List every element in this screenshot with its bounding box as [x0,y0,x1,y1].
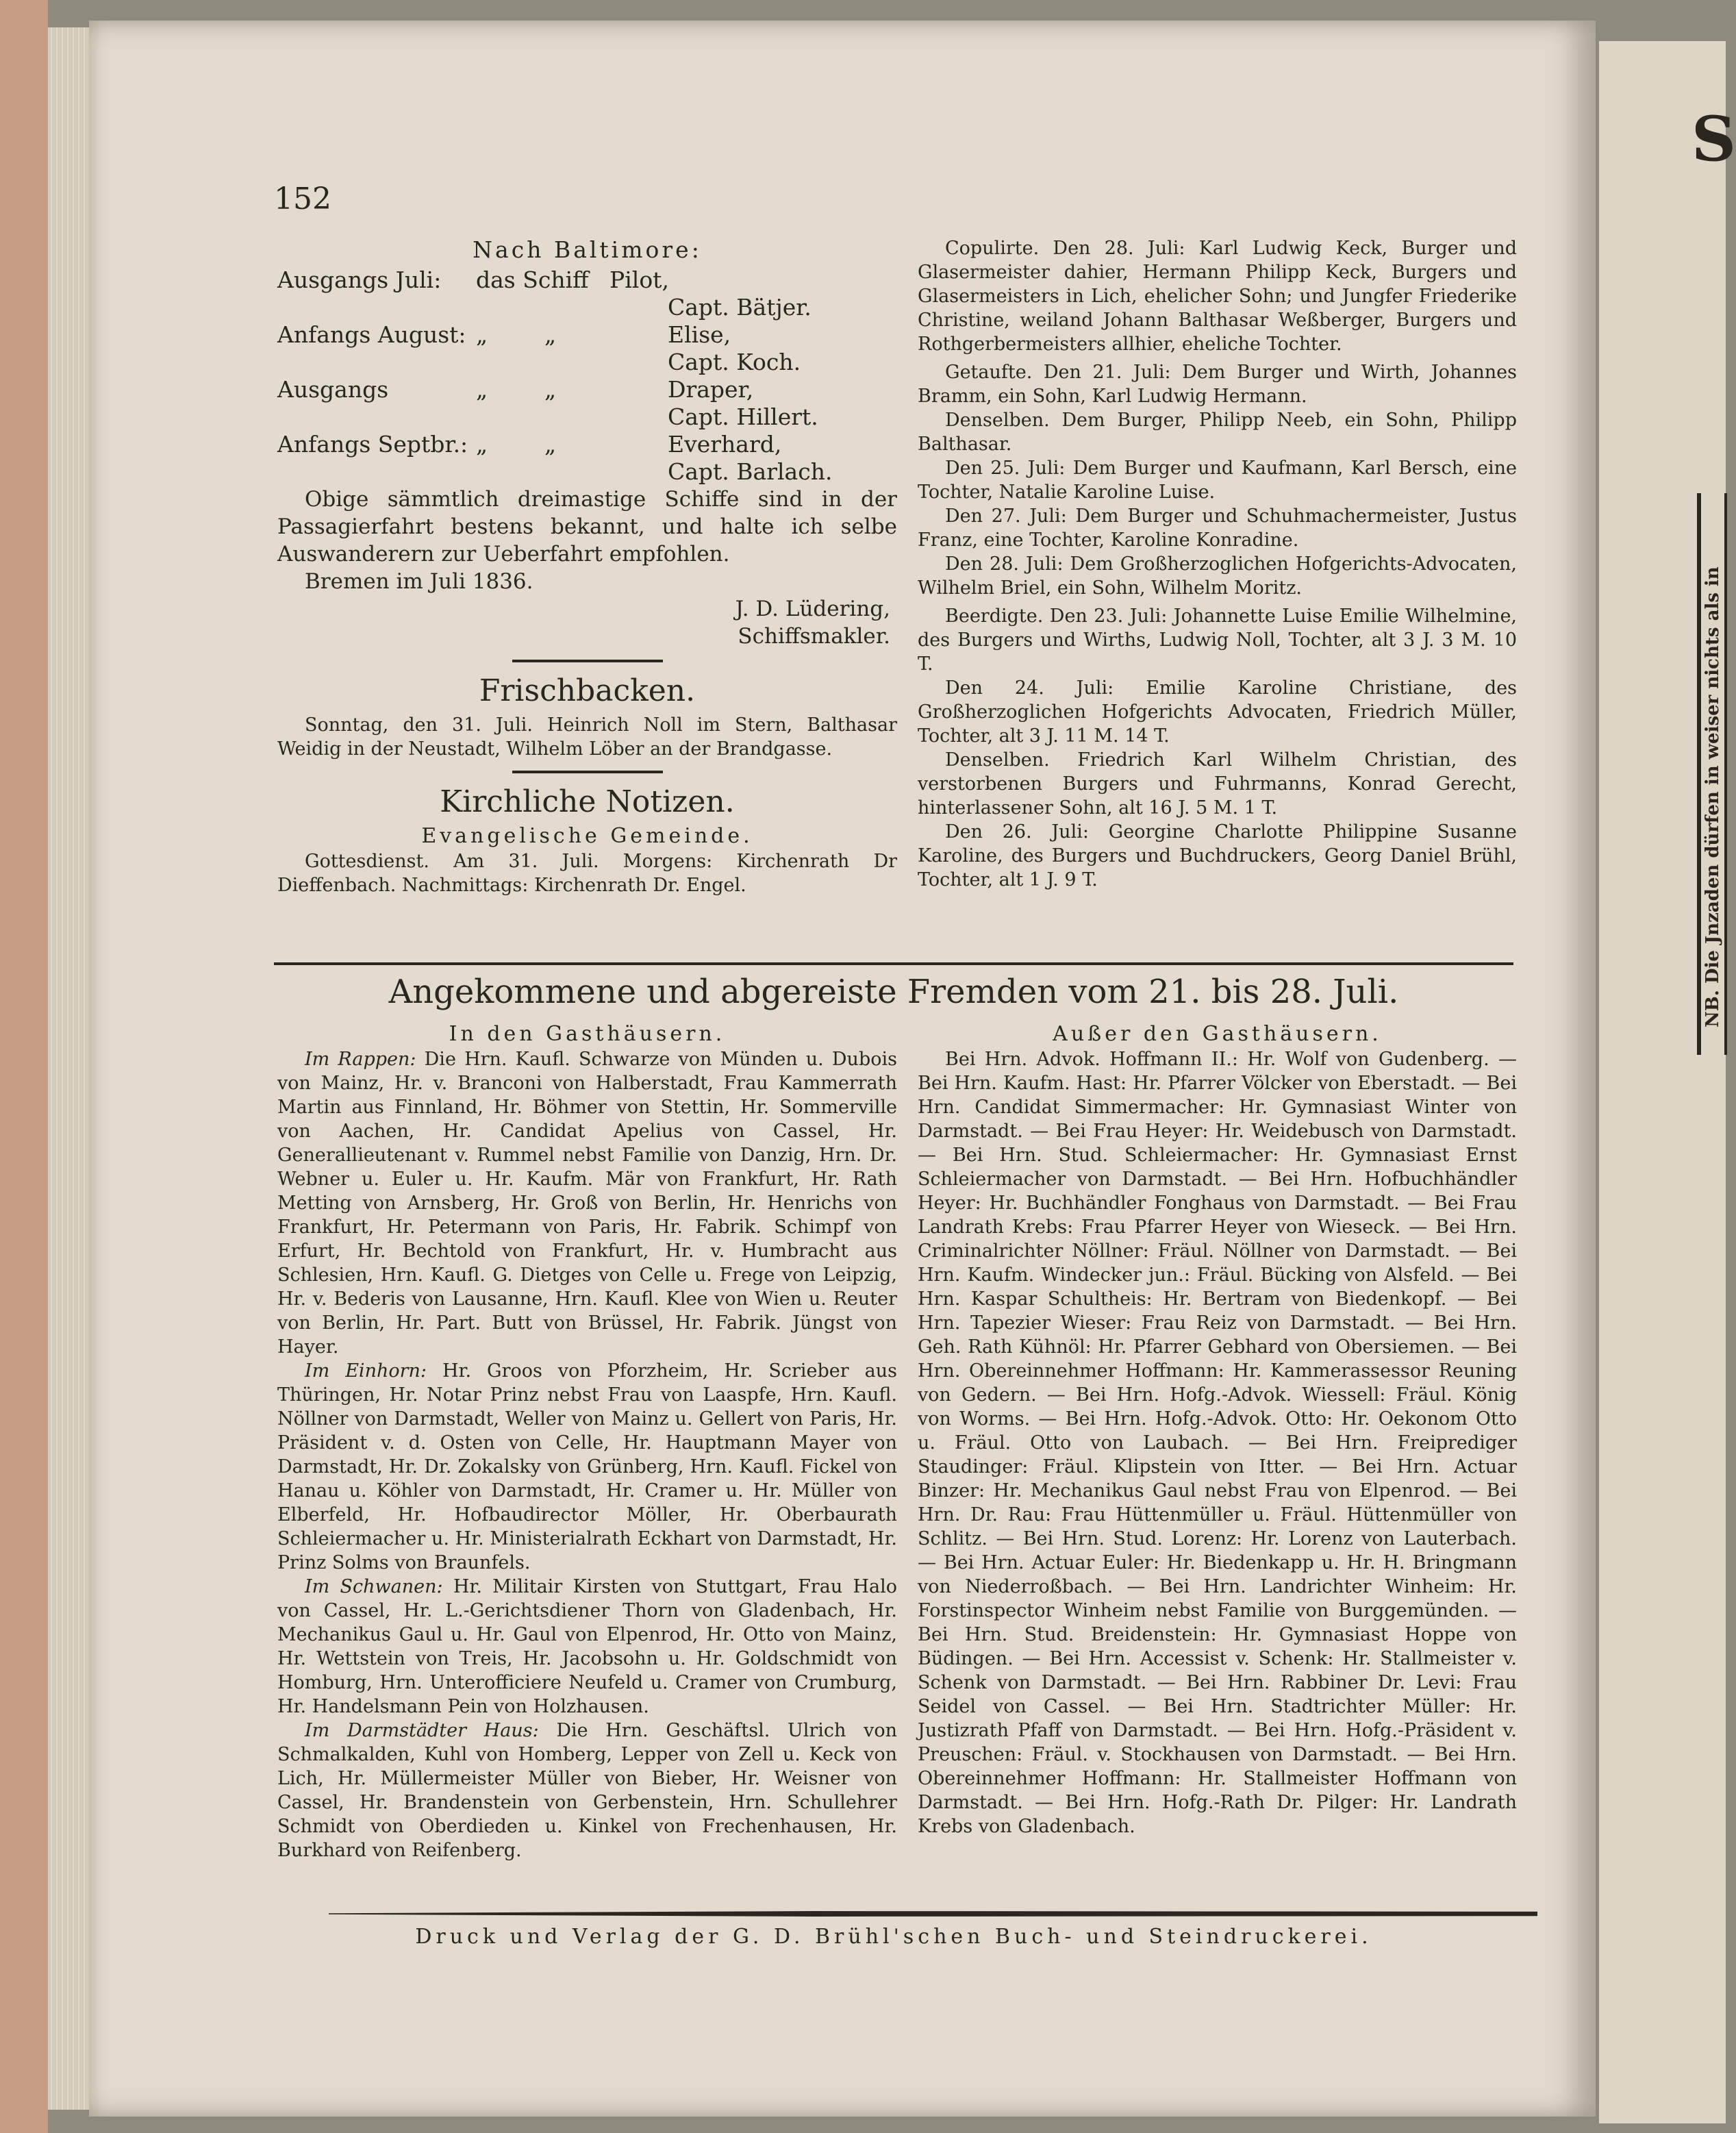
gasthaus-name: Im Einhorn: [305,1360,427,1382]
register-entry: Beerdigte. Den 23. Juli: Johannette Luise Emilie Wilhelmine, des Burgers und Wirths, Ludwig Noll, Tochter, alt 3 J. 3 M. 10 T. [918,606,1517,675]
ship-mark: „ [544,321,557,348]
register-entry: Den 24. Juli: Emilie Karoline Christiane, des Großherzoglichen Hofgerichts Advocaten, Friedrich Müller, Tochter, alt 3 J. 11 M. 14 T. [918,677,1517,747]
frischbacken-text: Sonntag, den 31. Juli. Heinrich Noll im Stern, Balthasar Weidig in der Neustadt, Wilhelm Löber an der Brandgasse. [277,714,897,760]
page-number: 152 [274,182,331,216]
gasthaus-name: Im Schwanen: [305,1576,443,1597]
ship-mark: „ [544,376,557,403]
register-entry: Denselben. Dem Burger, Philipp Neeb, ein Sohn, Philipp Balthasar. [918,410,1517,455]
ship-row [277,376,897,431]
facing-page-letter: S [1691,103,1736,175]
section-divider [512,660,663,662]
fremden-left-column [277,1021,897,1862]
ship-heading: Nach Baltimore: [473,236,702,263]
ship-name: Pilot, [609,266,669,293]
frischbacken-title: Frischbacken. [479,673,696,708]
right-column-top [918,236,1517,892]
fremden-right-heading: Außer den Gasthäusern. [1053,1022,1382,1046]
ship-date: Anfangs Septbr.: [277,431,468,458]
gasthaus-name: Im Darmstädter Haus: [305,1720,539,1741]
ship-name: Elise, [668,321,731,348]
ship-signature-title: Schiffsmakler. [738,624,890,649]
fremden-left-heading: In den Gasthäusern. [449,1022,726,1046]
ship-mark: „ [476,431,488,458]
ship-date: Anfangs August: [277,321,466,348]
gasthaus-guests: Die Hrn. Kaufl. Schwarze von Münden u. Dubois von Mainz, Hr. v. Branconi von Halberstadt, Frau Kammerrath Martin aus Finnland, Hr. Böhmer von Stettin, Hr. Sommerville von Aachen, Hr. Candidat Apelius von Cassel, Hr. Generallieutenant v. Rummel nebst Familie von Danzig, Hrn. Dr. Webner u. Euler u. Hr. Kaufm. Mär von Frankfurt, Hr. Rath Metting von Arnsberg, Hr. Groß von Berlin, Hr. Henrichs von Frankfurt, Hr. Petermann von Paris, Hr. Fabrik. Schimpf von Erfurt, Hr. Bechtold von Frankfurt, Hr. v. Humbracht aus Schlesien, Hrn. Kaufl. G. Dietges von Celle u. Frege von Leipzig, Hr. v. Bederis von Lausanne, Hrn. Kaufl. Klee von Wien u. Reuter von Berlin, Hr. Part. Butt von Brüssel, Hr. Fabrik. Jüngst von Hayer. [277,1049,897,1358]
facing-page-side-text: NB. Die Jnzaden dürfen in weiser nichts als in [1702,566,1723,1027]
gasthaus-name: Im Rappen: [305,1049,416,1070]
gasthaus-entry [277,1047,897,1359]
gasthaus-guests: Die Hrn. Geschäftsl. Ulrich von Schmalkalden, Kuhl von Homberg, Lepper von Zell u. Keck von Lich, Hr. Müllermeister Müller von Bieber, Hr. Weisner von Cassel, Hr. Brandenstein von Gerbenstein, Hrn. Schullehrer Schmidt von Oberdieden u. Kinkel von Frechenhausen, Hr. Burkhard von Reifenberg. [277,1720,897,1861]
register-entry: Getaufte. Den 21. Juli: Dem Burger und Wirth, Johannes Bramm, ein Sohn, Karl Ludwig Hermann. [918,362,1517,407]
section-divider [512,771,663,773]
ship-row [277,321,897,376]
ship-name: Everhard, [668,431,782,458]
ship-mark: das Schiff [476,266,589,293]
ship-captain: Capt. Barlach. [668,458,833,485]
kirche-text: Gottesdienst. Am 31. Juli. Morgens: Kirchenrath Dr Dieffenbach. Nachmittags: Kirchenrath Dr. Engel. [277,851,897,896]
register-entry: Denselben. Friedrich Karl Wilhelm Christian, des verstorbenen Burgers und Fuhrmanns, Konrad Gerecht, hinterlassener Sohn, alt 16 J. 5 M. 1 T. [918,749,1517,819]
kirche-title: Kirchliche Notizen. [440,784,735,819]
ship-row [277,266,897,321]
ship-date: Ausgangs Juli: [277,266,442,293]
register-entry: Den 27. Juli: Dem Burger und Schuhmachermeister, Justus Franz, eine Tochter, Karoline Konradine. [918,506,1517,551]
ship-mark: „ [476,376,488,403]
ship-captain: Capt. Hillert. [668,403,818,430]
register-entry: Den 28. Juli: Dem Großherzoglichen Hofgerichts-Advocaten, Wilhelm Briel, ein Sohn, Wilhelm Moritz. [918,553,1517,599]
gasthaus-guests: Hr. Militair Kirsten von Stuttgart, Frau Halo von Cassel, Hr. L.-Gerichtsdiener Thorn von Gladenbach, Hr. Mechanikus Gaul u. Hr. Gaul von Elpenrod, Hr. Otto von Mainz, Hr. Wettstein von Treis, Hr. Jacobsohn u. Hr. Goldschmidt von Homburg, Hrn. Unterofficiere Neufeld u. Cramer von Crumburg, Hr. Handelsmann Pein von Holzhausen. [277,1576,897,1717]
register-entry: Den 25. Juli: Dem Burger und Kaufmann, Karl Bersch, eine Tochter, Natalie Karoline Luise. [918,458,1517,503]
gasthaus-entry [277,1359,897,1575]
ship-place-date: Bremen im Juli 1836. [305,569,533,594]
ship-signature-name: J. D. Lüdering, [735,597,890,621]
private-guests-text: Bei Hrn. Advok. Hoffmann II.: Hr. Wolf von Gudenberg. — Bei Hrn. Kaufm. Hast: Hr. Pfarrer Völcker von Eberstadt. — Bei Hrn. Candidat Simmermacher: Hr. Gymnasiast Winter von Darmstadt. — Bei Frau Heyer: Hr. Weidebusch von Darmstadt. — Bei Hrn. Stud. Schleiermacher: Hr. Gymnasiast Ernst Schleiermacher von Darmstadt. — Bei Hrn. Hofbuchhändler Heyer: Hr. Buchhändler Fonghaus von Darmstadt. — Bei Frau Landrath Krebs: Frau Pfarrer Heyer von Wieseck. — Bei Hrn. Criminalrichter Nöllner: Fräul. Nöllner von Darmstadt. — Bei Hrn. Kaufm. Windecker jun.: Fräul. Bücking von Alsfeld. — Bei Hrn. Kaspar Schultheis: Hr. Bertram von Biedenkopf. — Bei Hrn. Tapezier Wieser: Frau Reiz von Darmstadt. — Bei Hrn. Geh. Rath Kühnöl: Hr. Pfarrer Gebhard von Obersiemen. — Bei Hrn. Obereinnehmer Hoffmann: Hr. Kammerassessor Reuning von Gedern. — Bei Hrn. Hofg.-Advok. Wiessell: Fräul. König von Worms. — Bei Hrn. Hofg.-Advok. Otto: Hr. Oekonom Otto u. Fräul. Otto von Laubach. — Bei Hrn. Freiprediger Staudinger: Fräul. Klipstein von Itter. — Bei Hrn. Actuar Binzer: Hr. Mechanikus Gaul nebst Frau von Elpenrod. — Bei Hrn. Dr. Rau: Frau Hüttenmüller u. Fräul. Hüttenmüller von Schlitz. — Bei Hrn. Stud. Lorenz: Hr. Lorenz von Lauterbach. — Bei Hrn. Actuar Euler: Hr. Biedenkapp u. Hr. H. Bringmann von Niederroßbach. — Bei Hrn. Landrichter Winheim: Hr. Forstinspector Winheim nebst Familie von Burggemünden. — Bei Hrn. Stud. Breidenstein: Hr. Gymnasiast Hoppe von Büdingen. — Bei Hrn. Accessist v. Schenk: Hr. Stallmeister v. Schenk von Darmstadt. — Bei Hrn. Rabbiner Dr. Levi: Frau Seidel von Cassel. — Bei Hrn. Stadtrichter Müller: Hr. Justizrath Pfaff von Darmstadt. — Bei Hrn. Hofg.-Präsident v. Preuschen: Fräul. v. Stockhausen von Darmstadt. — Bei Hrn. Obereinnehmer Hoffmann: Hr. Stallmeister Hoffmann von Darmstadt. — Bei Hrn. Hofg.-Rath Dr. Pilger: Hr. Landrath Krebs von Gladenbach. [918,1049,1517,1837]
imprint: Druck und Verlag der G. D. Brühl'schen Buch- und Steindruckerei. [415,1925,1372,1949]
left-column-top [277,236,897,897]
register-entry: Den 26. Juli: Georgine Charlotte Philippine Susanne Karoline, des Burgers und Buchdruckers, Georg Daniel Brühl, Tochter, alt 1 J. 9 T. [918,821,1517,890]
ship-mark: „ [544,431,557,458]
ship-captain: Capt. Bätjer. [668,294,812,321]
gasthaus-entry [277,1575,897,1719]
gasthaus-guests: Hr. Groos von Pforzheim, Hr. Scrieber aus Thüringen, Hr. Notar Prinz nebst Frau von Laaspfe, Hrn. Kaufl. Nöllner von Darmstadt, Weller von Mainz u. Gellert von Paris, Hr. Präsident v. d. Osten von Celle, Hr. Hauptmann Mayer von Darmstadt, Hr. Dr. Zokalsky von Grünberg, Hrn. Kaufl. Fickel von Hanau u. Köhler von Darmstadt, Hr. Cramer u. Hr. Müller von Elberfeld, Hr. Hofbaudirector Möller, Hr. Oberbaurath Schleiermacher u. Hr. Ministerialrath Eckhart von Darmstadt, Hr. Prinz Solms von Braunfels. [277,1360,897,1573]
facing-page [1599,41,1726,2123]
ship-name: Draper, [668,376,754,403]
kirche-subtitle: Evangelische Gemeinde. [421,824,753,848]
ship-captain: Capt. Koch. [668,349,801,375]
fremden-title: Angekommene und abgereiste Fremden vom 21. bis 28. Juli. [388,973,1399,1011]
ship-date: Ausgangs [277,376,389,403]
ship-row [277,431,897,486]
register-entry: Copulirte. Den 28. Juli: Karl Ludwig Keck, Burger und Glasermeister dahier, Hermann Philipp Keck, Burgers und Glasermeisters in Lich, ehelicher Sohn; und Jungfer Friederike Christine, weiland Johann Balthasar Weßberger, Burgers und Rothgerbermeisters allhier, eheliche Tochter. [918,238,1517,355]
ship-notice: Obige sämmtlich dreimastige Schiffe sind in der Passagierfahrt bestens bekannt, und halte ich selbe Auswanderern zur Ueberfahrt empfohlen. [277,487,897,566]
ship-mark: „ [476,321,488,348]
fremden-right-column [918,1021,1517,1838]
full-width-divider [274,962,1513,965]
background-left [0,0,48,2133]
gasthaus-entry [277,1719,897,1862]
